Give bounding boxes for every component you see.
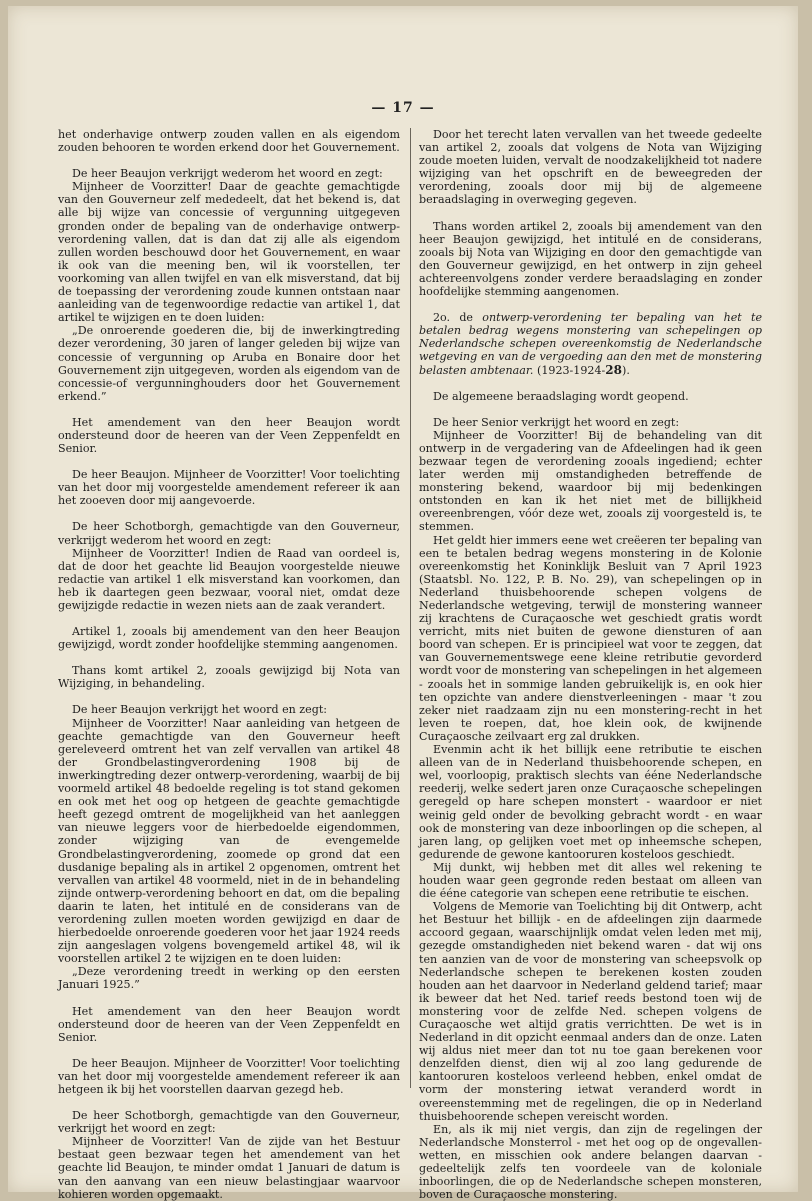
agenda-item bbox=[419, 311, 762, 376]
speech-text: Volgens de Memorie van Toelichting bij dit Ontwerp, acht het Bestuur het billijk - en de afdeelingen zijn daarmede accoord gegaan, waarschijnlijk omdat velen leden met mij, gezegde omstandigheden niet bekend waren - dat wij ons ten aanzien van de voor de monstering van scheepsvolk op Nederlandsche schepen te berekenen kosten zouden houden aan het daarvoor in Nederland geldend tarief; maar ik beweer dat het Ned. tarief reeds bestond toen wij de monstering voor de zelfde Ned. schepen volgens de Curaçaosche wet altijd gratis verrichtten. De wet is in Nederland in dit opzicht eenmaal anders dan de onze. Laten wij aldus niet meer dan tot nu toe gaan berekenen voor denzelfden dienst, dien wij al zoo lang gedurende de kantooruren kosteloos verleend hebben, enkel omdat de vorm der monstering ietwat veranderd wordt in overeenstemming met de regelingen, die op in Nederland thuisbehoorende schepen vereischt worden. bbox=[419, 900, 762, 1123]
paragraph: het onderhavige ontwerp zouden vallen en als eigendom zouden behooren te worden erkend door het Gouvernement. bbox=[58, 128, 400, 155]
agenda-close: ). bbox=[622, 363, 630, 377]
quoted-amendment: „Deze verordening treedt in werking op den eersten Januari 1925.” bbox=[58, 965, 400, 992]
paragraph: Thans worden artikel 2, zooals bij amendement van den heer Beaujon gewijzigd, het intitulé en de considerans, zooals bij Nota van Wijziging en door den gemachtigde van den Gouverneur gewijzigd, en het ontwerp in zijn geheel achtereenvolgens zonder verdere beraadslaging en zonder hoofdelijke stemming aangenomen. bbox=[419, 219, 762, 299]
paragraph: De heer Beaujon. Mijnheer de Voorzitter! Voor toelichting van het door mij voorgestelde amendement refereer ik aan hetgeen ik bij het voorstellen daarvan gezegd heb. bbox=[58, 1056, 400, 1096]
speech-text: Mijnheer de Voorzitter! Daar de geachte gemachtigde van den Gouverneur zelf mededeelt, dat het bekend is, dat alle bij wijze van concessie of vergunning uitgegeven gronden onder de bepaling van de onderhavige ontwerp-verordening vallen, dat is dan dat zij alle als eigendom zullen worden beschouwd door het Gouvernement, en waar ik ook van die meening ben, wil ik voorstellen, ter voorkoming van allen twijfel en van elk misverstand, dat bij de toepassing der verordening zoude kunnen ontstaan naar aanleiding van de tegenwoordige redactie van artikel 1, dat artikel te wijzigen en te doen luiden: bbox=[58, 180, 400, 325]
page-number: — 17 — bbox=[371, 100, 435, 116]
agenda-number: 2o. de bbox=[433, 311, 473, 325]
paragraph: De algemeene beraadslaging wordt geopend. bbox=[433, 389, 689, 403]
paragraph: Door het terecht laten vervallen van het tweede gedeelte van artikel 2, zooals dat volgens de Nota van Wijziging zoude moeten luiden, vervalt de noodzakelijkheid tot nadere wijziging van het opschrift en de beweegreden der verordening, zooals door mij bij de algemeene beraadslaging in overweging gegeven. bbox=[419, 128, 762, 207]
paragraph: Het amendement van den heer Beaujon wordt ondersteund door de heeren van der Veen Zeppenfeldt en Senior. bbox=[58, 1004, 400, 1044]
agenda-year: (1923-1924- bbox=[537, 363, 606, 377]
quoted-amendment: „De onroerende goederen die, bij de inwerkingtreding dezer verordening, 30 jaren of langer geleden bij wijze van concessie of vergunning op Aruba en Bonaire door het Gouvernement zijn uitgegeven, worden als eigendom van de concessie-of vergunninghouders door het Gouvernement erkend.” bbox=[58, 324, 400, 403]
speaker-intro: De heer Schotborgh, gemachtigde van den Gouverneur, verkrijgt wederom het woord en zegt: bbox=[58, 520, 400, 547]
speech-text: Mijnheer de Voorzitter! Van de zijde van het Bestuur bestaat geen bezwaar tegen het amendement van het geachte lid Beaujon, te minder omdat 1 Januari de datum is van den aanvang van een nieuw belastingjaar waarvoor kohieren worden opgemaakt. bbox=[58, 1135, 400, 1201]
speaker-intro: De heer Senior verkrijgt het woord en zegt: bbox=[433, 415, 680, 429]
speaker-intro: De heer Beaujon verkrijgt wederom het woord en zegt: bbox=[72, 167, 383, 181]
speech-text: Mij dunkt, wij hebben met dit alles wel rekening te houden waar geen gegronde reden bestaat om alleen van die ééne categorie van schepen eene retributie te eischen. bbox=[419, 860, 762, 901]
speech-text: En, als ik mij niet vergis, dan zijn de regelingen der Nederlandsche Monsterrol - met het oog op de ongevallen-wetten, en misschien ook andere belangen daarvan - gedeeltelijk zelfs ten voordeele van de koloniale inboorlingen, die op de Nederlandsche schepen monsteren, boven de Curaçaosche monstering. bbox=[419, 1122, 762, 1201]
speech-text: Mijnheer de Voorzitter! Indien de Raad van oordeel is, dat de door het geachte lid Beaujon voorgestelde nieuwe redactie van artikel 1 elk misverstand kan voorkomen, dan heb ik daartegen geen bezwaar, vooral niet, omdat deze gewijzigde redactie in wezen niets aan de zaak verandert. bbox=[58, 546, 400, 612]
speaker-intro: De heer Schotborgh, gemachtigde van den Gouverneur, verkrijgt het woord en zegt: bbox=[58, 1109, 400, 1136]
speech-text: Mijnheer de Voorzitter! Bij de behandeling van dit ontwerp in de vergadering van de Afdeelingen had ik geen bezwaar tegen de verordening zooals ingediend; echter later werden mij omstandigheden betreffende de monstering bekend, waardoor bij mij bedenkingen ontstonden en kan ik het niet met de billijkheid overeenbrengen, vóór deze wet, zooals zij voorgesteld is, te stemmen. bbox=[419, 428, 762, 534]
right-column bbox=[419, 128, 762, 1201]
document-page bbox=[8, 6, 798, 1201]
speech-text: Evenmin acht ik het billijk eene retributie te eischen alleen van de in Nederland thuisbehoorende schepen, en wel, voorloopig, praktisch slechts van ééne Nederlandsche reederij, welke sedert jaren onze Curaçaosche schepelingen geregeld op hare schepen monstert - waardoor er niet weinig geld onder de bevolking gebracht wordt - en waar ook de monstering van deze inboorlingen op die schepen, al jaren lang, op gelijken voet met op inheemsche schepen, gedurende de gewone kantooruren kosteloos geschiedt. bbox=[419, 743, 762, 861]
paragraph: Thans komt artikel 2, zooals gewijzigd bij Nota van Wijziging, in behandeling. bbox=[58, 664, 400, 691]
speech-text: Mijnheer de Voorzitter! Naar aanleiding van hetgeen de geachte gemachtigde van den Gouverneur heeft gereleveerd omtrent het van zelf vervallen van artikel 48 der Grondbelastingverordening 1908 bij de inwerkingtreding dezer ontwerp-verordening, waarbij de bij voormeld artikel 48 bedoelde regeling is tot stand gekomen en ook met het oog op hetgeen de geachte gemachtigde heeft gezegd omtrent de mogelijkheid van het aanleggen van nieuwe leggers voor de hierbedoelde eigendommen, zonder wijziging van de evengemelde Grondbelastingverordening, zoomede op grond dat een dusdanige bepaling als in artikel 2 opgenomen, omtrent het vervallen van artikel 48 voormeld, niet in de in behandeling zijnde ontwerp-verordening behoort en dat, om die bepaling daarin te laten, het intitulé en de considerans van de verordening zullen moeten worden gewijzigd en daar de hierbedoelde onroerende goederen voor het jaar 1924 reeds zijn aangeslagen volgens bovengemeld artikel 48, wil ik voorstellen artikel 2 te wijzigen en te doen luiden: bbox=[58, 716, 400, 966]
agenda-title: ontwerp-verordening ter bepaling van het te betalen bedrag wegens monstering van schepelingen op Nederlandsche schepen overeenkomstig de Nederlandsche wetgeving en van de vergoeding aan den met de monstering belasten ambtenaar. bbox=[419, 311, 763, 377]
speaker-intro: De heer Beaujon verkrijgt het woord en zegt: bbox=[72, 703, 328, 717]
paragraph: Het amendement van den heer Beaujon wordt ondersteund door de heeren van der Veen Zeppenfeldt en Senior. bbox=[58, 415, 400, 456]
column-divider bbox=[410, 128, 411, 1088]
paragraph: De heer Beaujon. Mijnheer de Voorzitter! Voor toelichting van het door mij voorgestelde amendement refereer ik aan het zooeven door mij aangevoerde. bbox=[58, 468, 400, 508]
speech-text: Het geldt hier immers eene wet creëeren ter bepaling van een te betalen bedrag wegens monstering in de Kolonie overeenkomstig het Koninklijk Besluit van 7 April 1923 (Staatsbl. No. 122, P. B. No. 29), van schepelingen op in Nederland thuisbehoorende schepen volgens de Nederlandsche wetgeving, terwijl de monstering wanneer zij krachtens de Curaçaosche wet geschiedt gratis wordt verricht, mits niet buiten de gewone diensturen of aan boord van schepen. Er is principieel wat voor te zeggen, dat van Gouvernementswege eene kleine retributie gevorderd wordt voor de monstering van schepelingen in het algemeen - zooals het in sommige landen gebruikelijk is, en ook hier ten opzichte van andere dienstverleeningen - maar 't zou zeker niet raadzaam zijn nu een monstering-recht in het leven te roepen, dat, hoe klein ook, de kwijnende Curaçaosche zeilvaart erg zal drukken. bbox=[419, 533, 762, 743]
left-column bbox=[58, 128, 400, 1201]
paragraph: Artikel 1, zooals bij amendement van den heer Beaujon gewijzigd, wordt zonder hoofdelijke stemming aangenomen. bbox=[58, 625, 400, 652]
agenda-document-number: 28 bbox=[605, 362, 622, 377]
